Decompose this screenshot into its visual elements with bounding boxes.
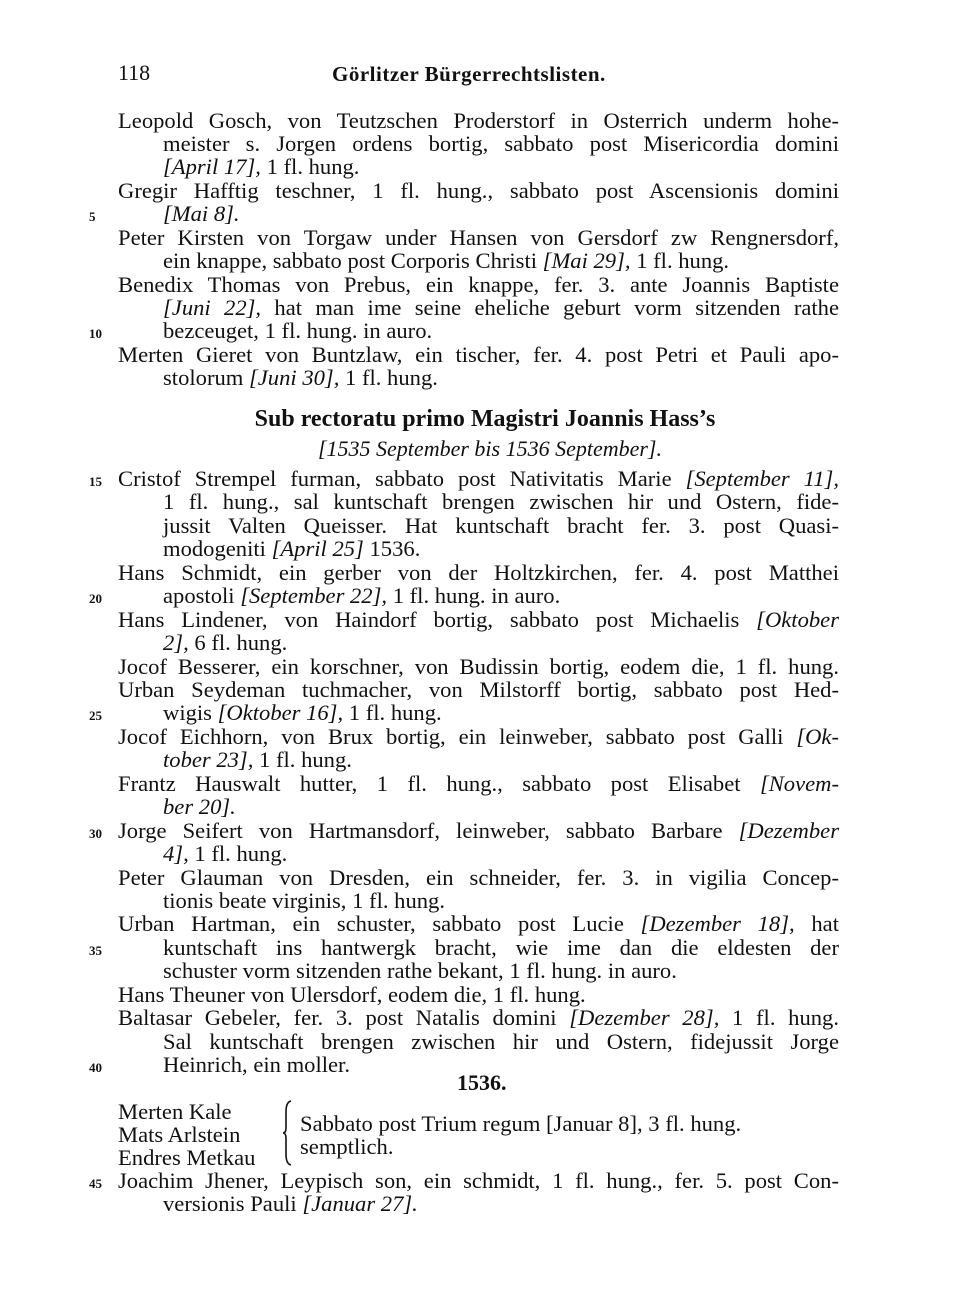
text-line: Gregir Hafftig teschner, 1 fl. hung., sabbato post Ascensionis domini [118,178,839,203]
text-line: [Juni 22], hat man ime seine eheliche geburt vorm sitzenden rathe [163,295,839,320]
text-line: Peter Glauman von Dresden, ein schneider, fer. 3. in vigilia Concep- [118,865,839,890]
text-line: Heinrich, ein moller. [163,1052,350,1077]
text-line: 2], 6 fl. hung. [163,630,288,655]
text-line: tober 23], 1 fl. hung. [163,747,352,772]
text-line: Leopold Gosch, von Teutzschen Proderstorf in Osterrich underm hohe- [118,108,839,133]
line-number: 10 [89,326,102,341]
text-line: Hans Schmidt, ein gerber von der Holtzkirchen, fer. 4. post Matthei [118,560,839,585]
line-number: 40 [89,1060,102,1075]
text-line: Joachim Jhener, Leypisch son, ein schmidt, 1 fl. hung., fer. 5. post Con- [118,1168,839,1193]
text-line: [April 17], 1 fl. hung. [163,154,360,179]
brace-icon [283,1100,293,1166]
text-line: Peter Kirsten von Torgaw under Hansen von Gersdorf zw Rengnersdorf, [118,225,839,250]
text-line: bezceuget, 1 fl. hung. in auro. [163,318,433,343]
section-heading: Sub rectoratu primo Magistri Joannis Hass’s [254,406,716,432]
text-line: Hans Theuner von Ulersdorf, eodem die, 1 fl. hung. [118,982,586,1007]
year-heading: 1536. [457,1070,507,1095]
text-line: [Mai 8]. [163,201,240,226]
text-line: ein knappe, sabbato post Corporis Christi [Mai 29], 1 fl. hung. [163,248,730,273]
section-subheading: [1535 September bis 1536 September]. [317,436,662,461]
group-text-line: semptlich. [300,1134,394,1159]
line-number: 20 [89,591,102,606]
text-line: Cristof Strempel furman, sabbato post Nativitatis Marie [September 11], [118,466,839,491]
text-line: Urban Hartman, ein schuster, sabbato post Lucie [Dezember 18], hat [118,911,839,936]
line-number: 35 [89,943,102,958]
line-number: 5 [89,209,96,224]
group-name: Endres Metkau [118,1145,256,1170]
text-line: Jocof Eichhorn, von Brux bortig, ein leinweber, sabbato post Galli [Ok- [118,724,839,749]
text-line: modogeniti [April 25] 1536. [163,536,421,561]
running-title: Görlitzer Bürgerrechtslisten. [332,62,606,86]
text-line: stolorum [Juni 30], 1 fl. hung. [163,365,438,390]
text-line: Urban Seydeman tuchmacher, von Milstorff bortig, sabbato post Hed- [118,677,839,702]
text-line: schuster vorm sitzenden rathe bekant, 1 fl. hung. in auro. [163,958,677,983]
group-name: Merten Kale [118,1099,232,1124]
text-line: apostoli [September 22], 1 fl. hung. in auro. [163,583,561,608]
text-line: wigis [Oktober 16], 1 fl. hung. [163,700,442,725]
group-text-line: Sabbato post Trium regum [Januar 8], 3 fl. hung. [300,1111,742,1136]
group-names [118,1100,255,1169]
text-line: Sal kuntschaft brengen zwischen hir und Ostern, fidejussit Jorge [163,1029,839,1054]
text-line: Jorge Seifert von Hartmansdorf, leinweber, sabbato Barbare [Dezember [118,818,839,843]
group-entry-text [300,1112,741,1158]
line-number: 45 [89,1176,102,1191]
text-line: Baltasar Gebeler, fer. 3. post Natalis domini [Dezember 28], 1 fl. hung. [118,1005,839,1030]
text-line: jussit Valten Queisser. Hat kuntschaft bracht fer. 3. post Quasi- [163,513,839,538]
text-line: kuntschaft ins hantwergk bracht, wie ime dan die eldesten der [163,935,839,960]
group-name: Mats Arlstein [118,1122,241,1147]
line-number: 25 [89,708,102,723]
text-line: 4], 1 fl. hung. [163,841,288,866]
text-line: Benedix Thomas von Prebus, ein knappe, fer. 3. ante Joannis Baptiste [118,272,839,297]
page-number: 118 [118,60,151,85]
text-line: 1 fl. hung., sal kuntschaft brengen zwischen hir und Ostern, fide- [163,489,839,514]
text-line: Merten Gieret von Buntzlaw, ein tischer, fer. 4. post Petri et Pauli apo- [118,342,839,367]
text-line: Hans Lindener, von Haindorf bortig, sabbato post Michaelis [Oktober [118,607,839,632]
text-line: meister s. Jorgen ordens bortig, sabbato post Misericordia domini [163,131,839,156]
line-number: 15 [89,474,102,489]
text-line: ber 20]. [163,794,236,819]
line-number: 30 [89,826,102,841]
text-line: Jocof Besserer, ein korschner, von Budissin bortig, eodem die, 1 fl. hung. [118,654,839,679]
text-line: tionis beate virginis, 1 fl. hung. [163,888,445,913]
text-line: versionis Pauli [Januar 27]. [163,1191,418,1216]
text-line: Frantz Hauswalt hutter, 1 fl. hung., sabbato post Elisabet [Novem- [118,771,839,796]
